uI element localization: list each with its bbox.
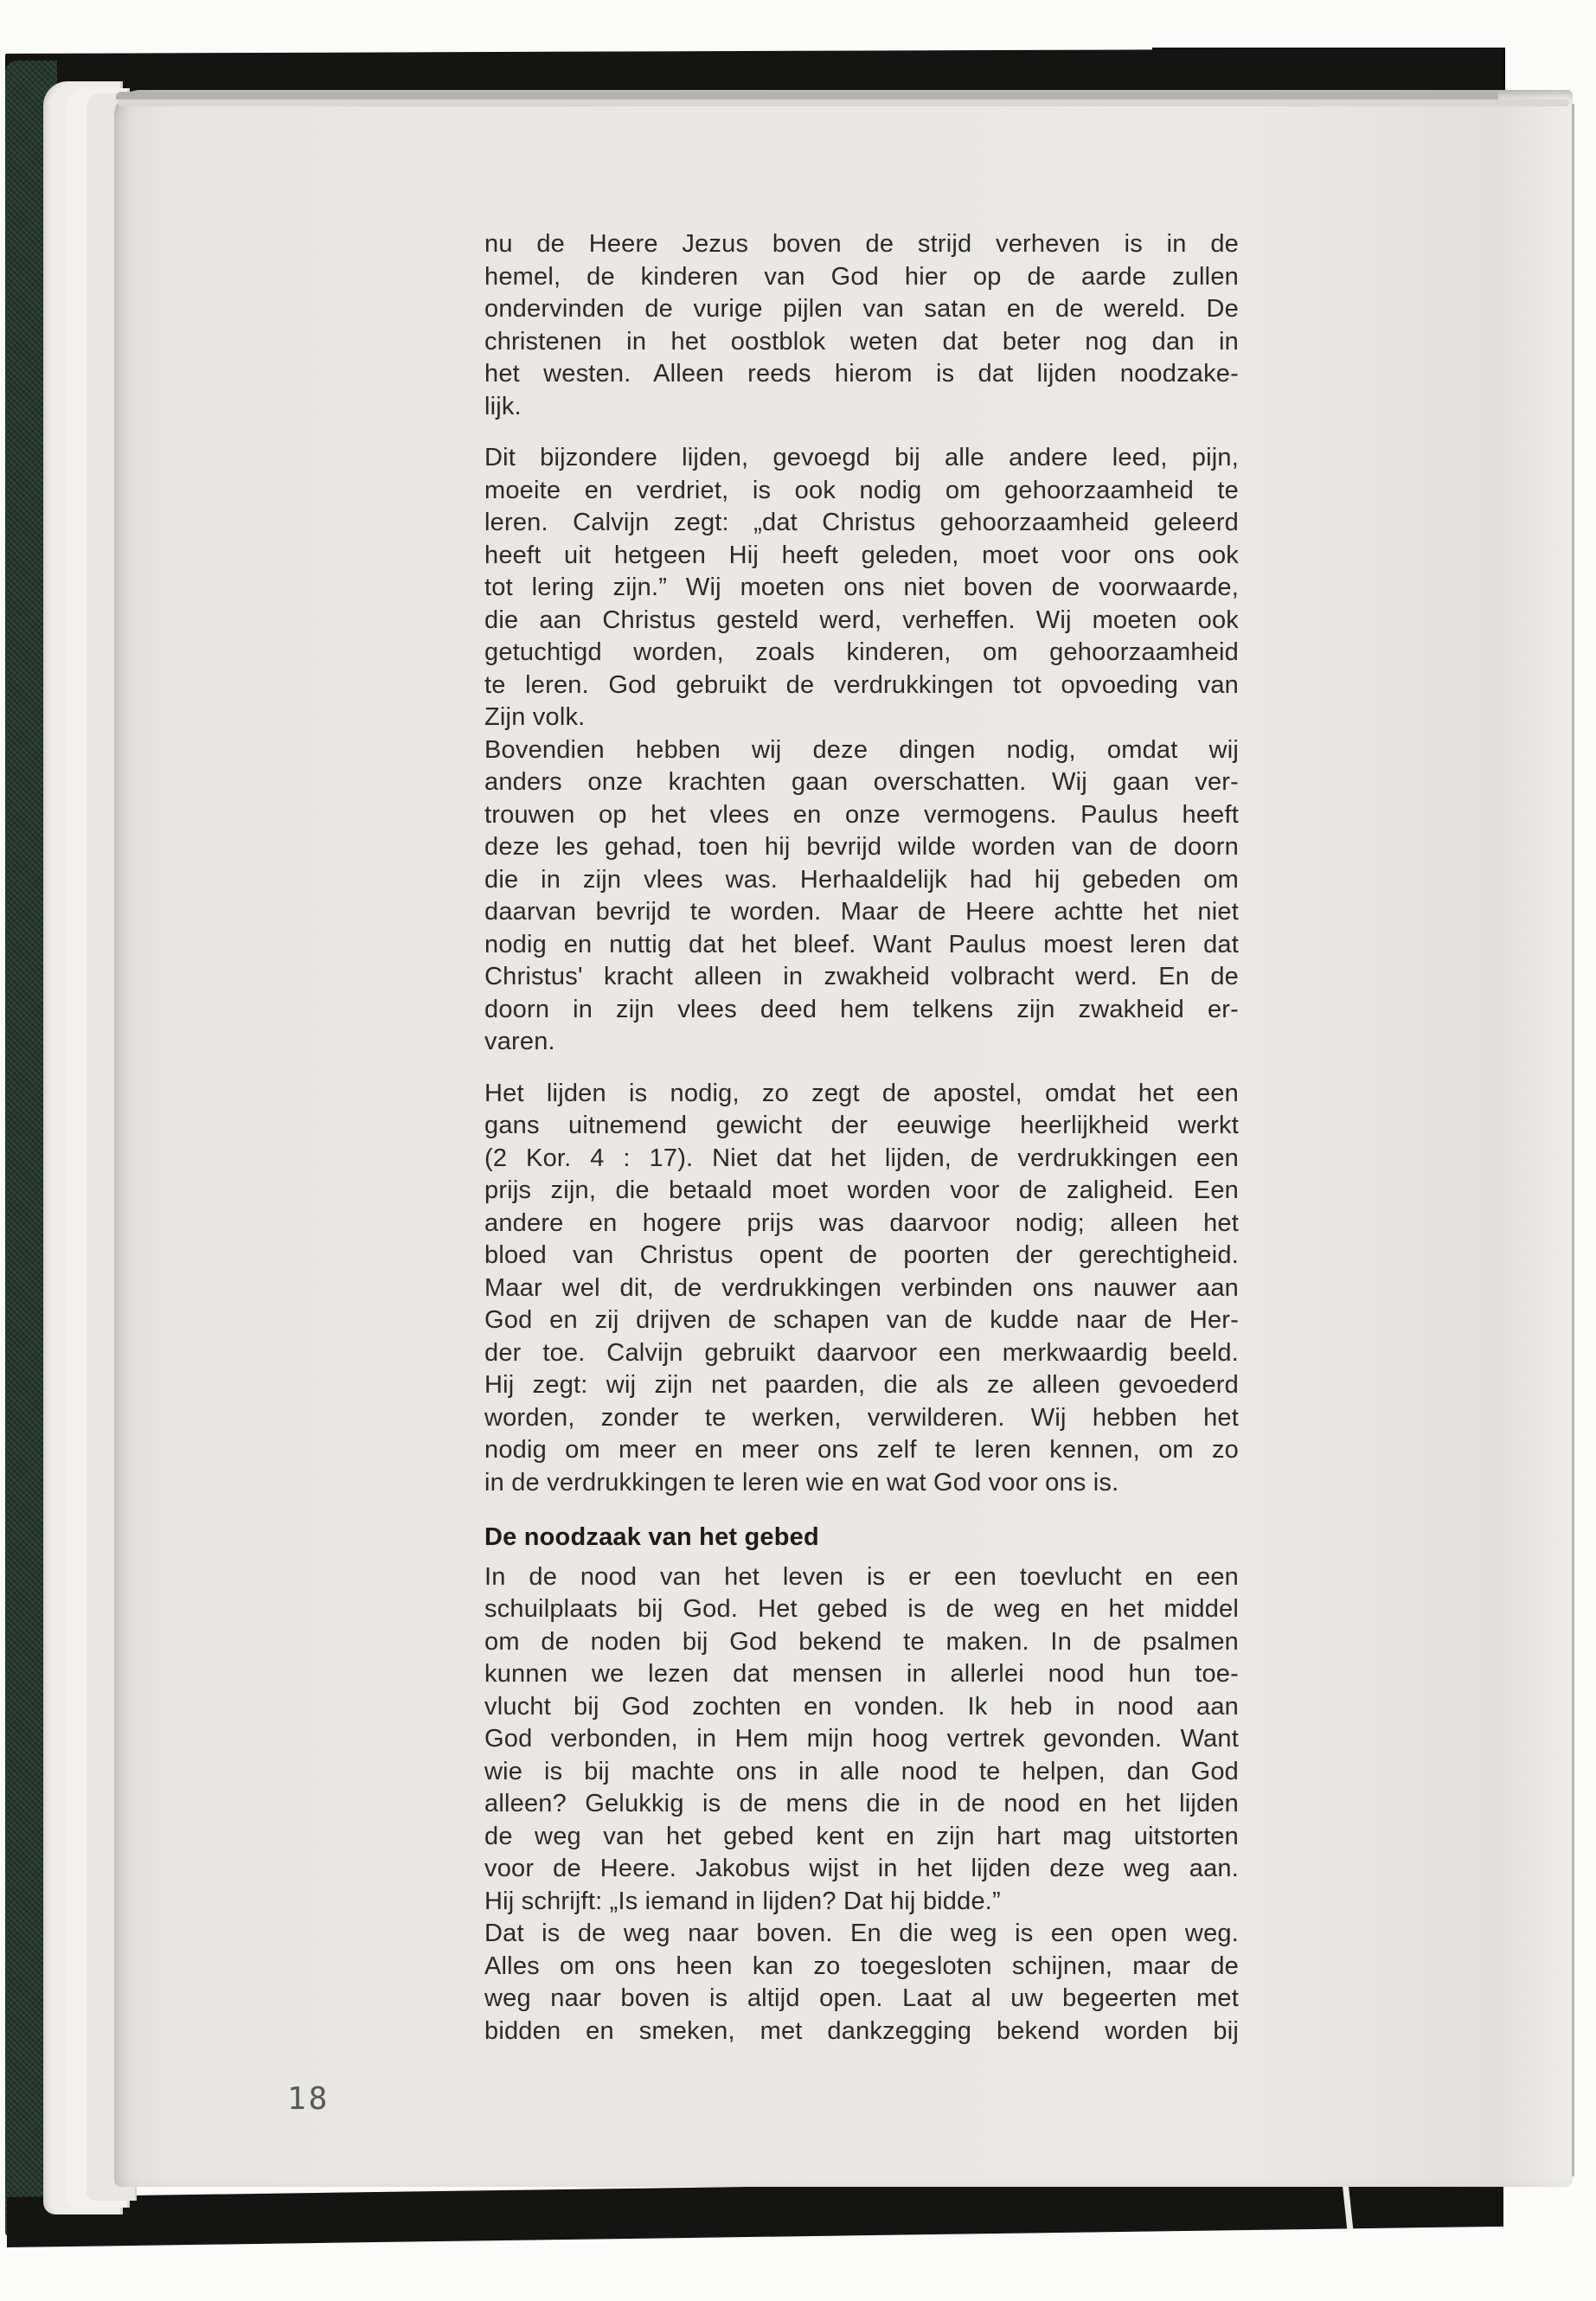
text-line: Dat is de weg naar boven. En die weg is een open weg. xyxy=(484,1920,1239,1947)
text-line: tot lering zijn.” Wij moeten ons niet boven de voorwaarde, xyxy=(484,574,1239,601)
text-line: christenen in het oostblok weten dat beter nog dan in xyxy=(484,327,1239,356)
text-line: deze les gehad, toen hij bevrijd wilde worden van de doorn xyxy=(484,833,1239,861)
paragraph xyxy=(484,442,1239,1059)
text-line: andere en hogere prijs was daarvoor nodig; alleen het xyxy=(484,1208,1239,1237)
text-line: vlucht bij God zochten en vonden. Ik heb in nood aan xyxy=(484,1692,1239,1721)
text-line: der toe. Calvijn gebruikt daarvoor een merkwaardig beeld. xyxy=(484,1338,1239,1367)
text-line: trouwen op het vlees en onze vermogens. Paulus heeft xyxy=(484,800,1239,829)
text-line: (2 Kor. 4 : 17). Niet dat het lijden, de verdrukkingen een xyxy=(484,1144,1239,1172)
text-line: bloed van Christus opent de poorten der gerechtigheid. xyxy=(484,1241,1239,1269)
text-line: ondervinden de vurige pijlen van satan en de wereld. De xyxy=(484,295,1239,323)
text-line: God en zij drijven de schapen van de kudde naar de Her- xyxy=(484,1306,1239,1334)
paragraph xyxy=(484,1078,1239,1500)
text-line: Hij schrijft: „Is iemand in lijden? Dat hij bidde.” xyxy=(484,1887,1001,1915)
text-line: nodig en nuttig dat het bleef. Want Paulus moest leren dat xyxy=(484,930,1239,958)
text-line: Alles om ons heen kan zo toegesloten schijnen, maar de xyxy=(484,1952,1239,1980)
text-line: Bovendien hebben wij deze dingen nodig, omdat wij xyxy=(484,735,1239,764)
text-line: Dit bijzondere lijden, gevoegd bij alle andere leed, pijn, xyxy=(484,444,1239,471)
text-line: in de verdrukkingen te leren wie en wat God voor ons is. xyxy=(484,1468,1119,1497)
text-line: varen. xyxy=(484,1028,555,1055)
text-line: In de nood van het leven is er een toevlucht en een xyxy=(484,1562,1239,1591)
text-line: om de noden bij God bekend te maken. In de psalmen xyxy=(484,1627,1239,1656)
book-cover-bottom-edge xyxy=(7,2176,1503,2247)
text-line: lijk. xyxy=(484,392,522,420)
text-line: die in zijn vlees was. Herhaaldelijk had hij gebeden om xyxy=(484,865,1239,894)
text-line: wie is bij machte ons in alle nood te helpen, dan God xyxy=(484,1757,1239,1785)
text-line: Zijn volk. xyxy=(484,703,586,731)
text-column xyxy=(484,228,1239,2048)
page-top-edge-shadow xyxy=(116,92,1498,99)
text-line: heeft uit hetgeen Hij heeft geleden, moet voor ons ook xyxy=(484,541,1239,569)
text-line: die aan Christus gesteld werd, verheffen. Wij moeten ook xyxy=(484,606,1239,634)
text-line: daarvan bevrijd te worden. Maar de Heere achtte het niet xyxy=(484,898,1239,926)
text-line: God verbonden, in Hem mijn hoog vertrek gevonden. Want xyxy=(484,1725,1239,1753)
text-line: te leren. God gebruikt de verdrukkingen tot opvoeding van xyxy=(484,670,1239,699)
text-line: gans uitnemend gewicht der eeuwige heerlijkheid werkt xyxy=(484,1112,1239,1139)
text-line: weg naar boven is altijd open. Laat al uw begeerten met xyxy=(484,1984,1239,2012)
text-line: moeite en verdriet, is ook nodig om gehoorzaamheid te xyxy=(484,476,1239,504)
text-line: hemel, de kinderen van God hier op de aarde zullen xyxy=(484,262,1239,291)
text-line: worden, zonder te werken, verwilderen. Wij hebben het xyxy=(484,1403,1239,1432)
text-line: Het lijden is nodig, zo zegt de apostel, omdat het een xyxy=(484,1079,1239,1107)
text-line: getuchtigd worden, zoals kinderen, om gehoorzaamheid xyxy=(484,638,1239,666)
text-line: prijs zijn, die betaald moet worden voor de zaligheid. Een xyxy=(484,1176,1239,1204)
text-line: het westen. Alleen reeds hierom is dat lijden noodzake- xyxy=(484,360,1239,388)
text-line: Hij zegt: wij zijn net paarden, die als ze alleen gevoederd xyxy=(484,1371,1239,1399)
text-line: alleen? Gelukkig is de mens die in de nood en het lijden xyxy=(484,1790,1239,1817)
text-line: leren. Calvijn zegt: „dat Christus gehoorzaamheid geleerd xyxy=(484,509,1239,536)
text-line: nu de Heere Jezus boven de strijd verheven is in de xyxy=(484,230,1239,258)
text-line: Maar wel dit, de verdrukkingen verbinden ons nauwer aan xyxy=(484,1273,1239,1302)
section-heading: De noodzaak van het gebed xyxy=(484,1523,819,1551)
text-line: bidden en smeken, met dankzegging bekend worden bij xyxy=(484,2016,1239,2045)
page-right-edge xyxy=(1572,104,1574,2176)
paragraph xyxy=(484,1561,1239,2048)
paragraph xyxy=(484,228,1239,423)
text-line: nodig om meer en meer ons zelf te leren kennen, om zo xyxy=(484,1436,1239,1464)
text-line: de weg van het gebed kent en zijn hart mag uitstorten xyxy=(484,1822,1239,1850)
text-line: schuilplaats bij God. Het gebed is de weg en het middel xyxy=(484,1595,1239,1623)
page-number: 18 xyxy=(287,2081,330,2117)
text-line: anders onze krachten gaan overschatten. Wij gaan ver- xyxy=(484,768,1239,796)
text-line: kunnen we lezen dat mensen in allerlei nood hun toe- xyxy=(484,1660,1239,1688)
page-top-edge-highlight xyxy=(118,99,1569,106)
text-line: doorn in zijn vlees deed hem telkens zijn zwakheid er- xyxy=(484,995,1239,1023)
text-line: Christus' kracht alleen in zwakheid volbracht werd. En de xyxy=(484,963,1239,990)
text-line: voor de Heere. Jakobus wijst in het lijden deze weg aan. xyxy=(484,1855,1239,1882)
